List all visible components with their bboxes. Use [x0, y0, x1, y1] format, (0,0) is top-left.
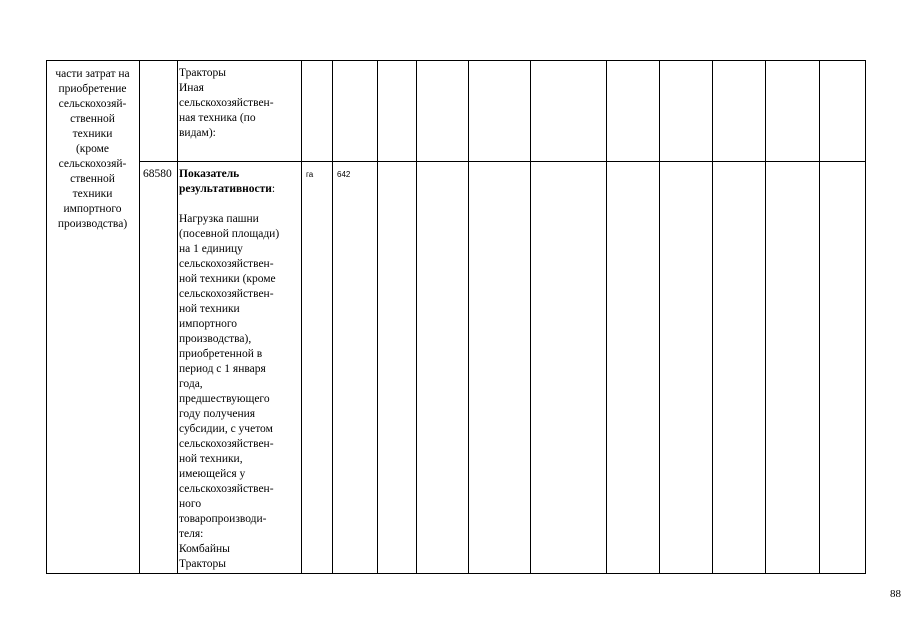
cell-code: 68580: [143, 168, 172, 180]
cell-cost-description: части затрат на приобретение сельскохозяй- ственной техники (кроме сельскохозяй- ственной техники импортного производства): [55, 68, 130, 230]
col-line: [177, 60, 178, 574]
col-line: [765, 60, 766, 574]
table-right-border: [865, 60, 866, 574]
table-top-border: [46, 60, 866, 61]
page-number: 88: [890, 588, 901, 600]
col-line: [606, 60, 607, 574]
indicator-heading: Показатель результативности: [179, 168, 272, 195]
cell-indicator: [179, 167, 304, 572]
col-line: [139, 60, 140, 574]
col-line: [659, 60, 660, 574]
col-line: [332, 60, 333, 574]
col-line: [819, 60, 820, 574]
table-bottom-border: [46, 573, 866, 574]
col-line: [416, 60, 417, 574]
cell-unit: га: [306, 170, 314, 179]
col-line: [712, 60, 713, 574]
indicator-body: Нагрузка пашни (посевной площади) на 1 единицу сельскохозяйствен- ной техники (кроме сельскохозяйствен- ной техники импортного производства), приобретенной в период с 1 января года, предшествующего году получения субсидии, с учетом сельскохозяйствен- ной техники, имеющейся у сельскохозяйствен- ного товаропроизводи- теля: Комбайны Тракторы: [179, 213, 280, 570]
indicator-heading-colon: :: [271, 183, 276, 195]
col-line: [468, 60, 469, 574]
col-line: [377, 60, 378, 574]
cell-okei-code: 642: [337, 170, 351, 179]
document-table: [46, 60, 866, 574]
col-line: [530, 60, 531, 574]
row-separator: [139, 161, 866, 162]
cell-equipment-types: Тракторы Иная сельскохозяйствен- ная техника (по видам):: [179, 67, 274, 139]
